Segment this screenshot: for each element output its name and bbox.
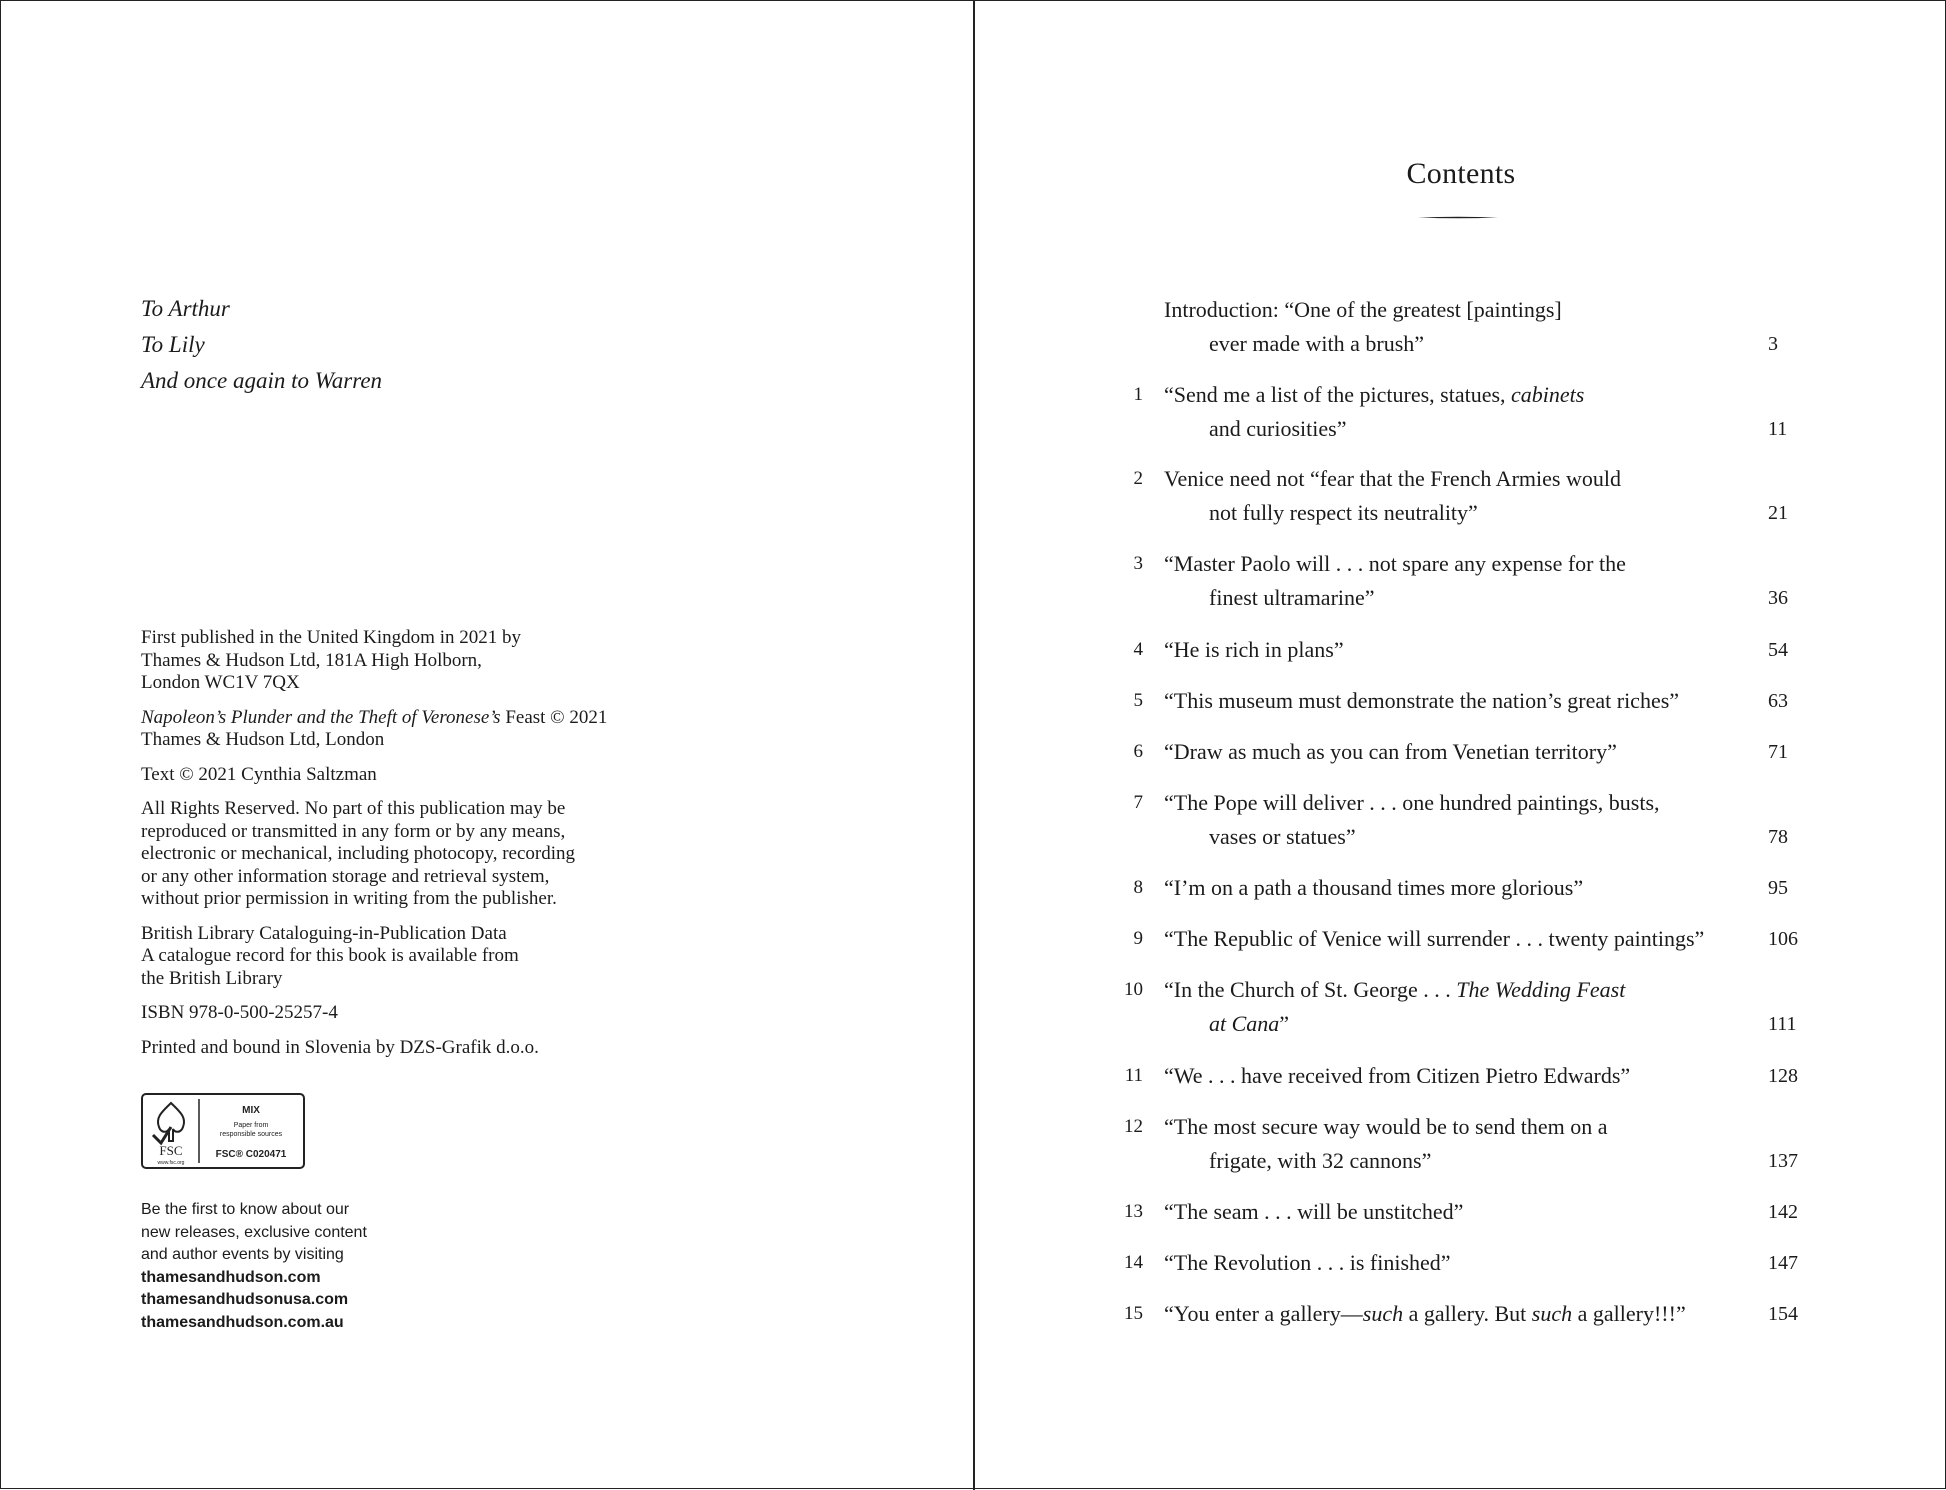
toc-entry-page: 11 <box>1768 418 1788 440</box>
toc-entry-page: 111 <box>1768 1013 1797 1035</box>
copyright-imprint <box>141 627 661 1071</box>
toc-entry-page: 106 <box>1768 928 1798 950</box>
toc-entry-page: 142 <box>1768 1201 1798 1223</box>
toc-entry-number: 12 <box>1124 1116 1143 1137</box>
toc-entry-title: “This museum must demonstrate the nation’s great riches” <box>1164 688 1680 713</box>
fsc-logo-responsible: responsible sources <box>219 1131 283 1138</box>
toc-entry-number: 15 <box>1124 1303 1143 1324</box>
fsc-logo-brand: FSC <box>159 1143 183 1158</box>
toc-entry-page: 63 <box>1768 690 1788 712</box>
fsc-logo <box>141 1093 305 1169</box>
toc-entry-page: 21 <box>1768 502 1788 524</box>
page-gutter-divider <box>973 1 975 1490</box>
book-title-italic: Napoleon’s Plunder and the Theft of Veronese’s <box>141 706 501 728</box>
publisher-url-australia: thamesandhudson.com.au <box>141 1313 344 1331</box>
heading-rule <box>1418 216 1498 219</box>
promo-line: new releases, exclusive content <box>141 1223 367 1241</box>
contents-heading: Contents <box>1406 157 1516 190</box>
toc-entry-page: 95 <box>1768 877 1788 899</box>
toc-entry-title: “Master Paolo will . . . not spare any expense for the finest ultramarine” <box>1164 551 1626 610</box>
fsc-logo-paper-from: Paper from <box>233 1122 269 1129</box>
toc-entry-number: 8 <box>1133 877 1143 898</box>
toc-entry-title: “The Republic of Venice will surrender . . . twenty paintings” <box>1164 926 1705 951</box>
publisher-promo <box>141 1199 367 1334</box>
toc-entry-number: 13 <box>1124 1201 1143 1222</box>
cip-notice: British Library Cataloguing-in-Publication Data A catalogue record for this book is available from the British Library <box>141 922 519 989</box>
isbn: ISBN 978-0-500-25257-4 <box>141 1002 338 1023</box>
dedication <box>141 291 382 399</box>
toc-entry-page: 154 <box>1768 1303 1798 1325</box>
dedication-line: To Lily <box>141 332 205 357</box>
toc-entry-number: 9 <box>1133 928 1143 949</box>
toc-entry-page: 71 <box>1768 741 1788 763</box>
fsc-logo-mix: MIX <box>242 1105 260 1116</box>
toc-entry-title: “Draw as much as you can from Venetian territory” <box>1164 739 1617 764</box>
toc-entry-number: 4 <box>1133 639 1143 660</box>
toc-entry-page: 54 <box>1768 639 1788 661</box>
promo-line: Be the first to know about our <box>141 1201 350 1218</box>
book-copyright-notice <box>141 707 661 752</box>
toc-entry-title: “Send me a list of the pictures, statues, cabinets and curiosities” <box>1164 382 1585 441</box>
first-published-notice: First published in the United Kingdom in 2021 by Thames & Hudson Ltd, 181A High Holborn, London WC1V 7QX <box>141 627 521 693</box>
fsc-logo-site: www.fsc.org <box>157 1160 185 1166</box>
toc-entry-number: 3 <box>1133 553 1143 574</box>
toc-entry-number: 11 <box>1124 1065 1143 1086</box>
toc-entry-page: 3 <box>1768 333 1778 355</box>
toc-entry-title: “The most secure way would be to send them on a frigate, with 32 cannons” <box>1164 1114 1608 1173</box>
toc-entry-number: 2 <box>1133 468 1143 489</box>
toc-entry-number: 14 <box>1124 1252 1143 1273</box>
toc-entry-number: 5 <box>1133 690 1143 711</box>
toc-entry-number: 10 <box>1124 979 1143 1000</box>
toc-entry-title: “You enter a gallery—such a gallery. But such a gallery!!!” <box>1164 1301 1686 1326</box>
toc-entry-page: 36 <box>1768 587 1788 609</box>
toc-entry-title: Introduction: “One of the greatest [paintings] ever made with a brush” <box>1164 297 1562 356</box>
publisher-url-usa: thamesandhudsonusa.com <box>141 1291 349 1308</box>
fsc-tree-icon <box>153 1103 184 1143</box>
toc-entry-number: 1 <box>1133 384 1143 405</box>
dedication-line: And once again to Warren <box>141 368 383 393</box>
toc-entry-title: “He is rich in plans” <box>1164 637 1344 662</box>
toc-entry-title: “The seam . . . will be unstitched” <box>1164 1199 1464 1224</box>
dedication-line: To Arthur <box>141 296 230 321</box>
toc-entry-number: 6 <box>1133 741 1143 762</box>
toc-entry-page: 78 <box>1768 826 1788 848</box>
toc-entry-page: 147 <box>1768 1252 1798 1274</box>
promo-line: and author events by visiting <box>141 1246 344 1263</box>
toc-entry-page: 128 <box>1768 1065 1798 1087</box>
printer-notice: Printed and bound in Slovenia by DZS-Grafik d.o.o. <box>141 1036 539 1058</box>
toc-entry-title: “We . . . have received from Citizen Pietro Edwards” <box>1164 1063 1631 1088</box>
toc-entry-title: “In the Church of St. George . . . The Wedding Feast at Cana” <box>1164 977 1626 1036</box>
toc-entry-number: 7 <box>1133 792 1143 813</box>
book-copyright-tail: Feast © 2021 Thames & Hudson Ltd, London <box>141 706 608 750</box>
toc-entry-title: “The Revolution . . . is finished” <box>1164 1250 1451 1275</box>
publisher-url: thamesandhudson.com <box>141 1268 321 1286</box>
toc-entry-title: Venice need not “fear that the French Armies would not fully respect its neutrality” <box>1164 466 1621 525</box>
text-copyright-notice: Text © 2021 Cynthia Saltzman <box>141 763 377 785</box>
rights-reserved-notice: All Rights Reserved. No part of this publication may be reproduced or transmitted in any form or by any means, electronic or mechanical, including photocopy, recording or any other information storage and retrieval system, without prior permission in writing from the publisher. <box>141 798 576 909</box>
toc-entry-page: 137 <box>1768 1150 1798 1172</box>
toc-entry-title: “The Pope will deliver . . . one hundred paintings, busts, vases or statues” <box>1164 790 1660 849</box>
fsc-logo-code: FSC® C020471 <box>215 1149 287 1160</box>
toc-entry-title: “I’m on a path a thousand times more glorious” <box>1164 875 1584 900</box>
